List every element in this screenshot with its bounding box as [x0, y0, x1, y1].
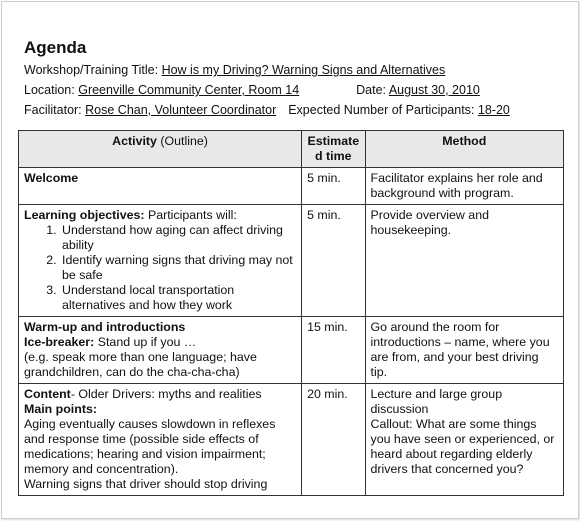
list-item: 3. Understand local transportation alternatives and how they work [60, 283, 296, 313]
location-line [24, 83, 480, 97]
date-value: August 30, 2010 [388, 83, 480, 97]
facilitator-value: Rose Chan, Volunteer Coordinator [85, 103, 277, 117]
row-method: Lecture and large group discussion Callout: What are some things you have seen or experienced, or heard about regarding elderly drivers that concerned you? [365, 384, 563, 496]
header-method: Method [365, 131, 563, 168]
table-row [19, 384, 564, 496]
workshop-label: Workshop/Training Title: [24, 63, 159, 77]
row-activity: Content- Older Drivers: myths and realities Main points: Aging eventually causes slowdown in reflexes and response time (possible side effects of medications; hearing and vision impairment; memory and concentration). Warning signs that driver should stop driving [19, 384, 302, 496]
page-title: Agenda [24, 38, 87, 57]
table-row [19, 317, 564, 384]
list-item: 1. Understand how aging can affect driving ability [60, 223, 296, 253]
participants-label: Expected Number of Participants: [288, 103, 475, 117]
list-item: 2. Identify warning signs that driving may not be safe [60, 253, 296, 283]
location-label: Location: [24, 83, 75, 97]
row-time: 20 min. [302, 384, 365, 496]
row-activity: Learning objectives: Participants will: 1. Understand how aging can affect driving ability 2. Identify warning signs that driving may not be safe 3. Understand local transportation alternatives and how they work [19, 205, 302, 317]
agenda-document [1, 1, 579, 519]
facilitator-label: Facilitator: [24, 103, 82, 117]
row-method: Provide overview and housekeeping. [365, 205, 563, 317]
icebreaker-example: (e.g. speak more than one language; have grandchildren, can do the cha-cha-cha) [24, 350, 257, 379]
row-time: 5 min. [302, 168, 365, 205]
row-time: 5 min. [302, 205, 365, 317]
table-row [19, 168, 564, 205]
workshop-line [24, 63, 445, 77]
workshop-title: How is my Driving? Warning Signs and Alternatives [161, 63, 446, 77]
header-activity: Activity (Outline) [19, 131, 302, 168]
header-time: Estimate d time [302, 131, 365, 168]
facilitator-line [24, 103, 510, 117]
table-header-row [19, 131, 564, 168]
row-method: Facilitator explains her role and background with program. [365, 168, 563, 205]
objectives-list [24, 223, 296, 313]
agenda-table [18, 130, 564, 496]
participants-value: 18-20 [477, 103, 510, 117]
row-activity: Warm-up and introductions Ice-breaker: Stand up if you … (e.g. speak more than one language; have grandchildren, can do the cha-cha-cha) [19, 317, 302, 384]
row-time: 15 min. [302, 317, 365, 384]
date-label: Date: [356, 83, 387, 97]
row-activity: Welcome [19, 168, 302, 205]
row-method: Go around the room for introductions – name, where you are from, and your best driving tip. [365, 317, 563, 384]
table-row [19, 205, 564, 317]
location-value: Greenville Community Center, Room 14 [78, 83, 300, 97]
